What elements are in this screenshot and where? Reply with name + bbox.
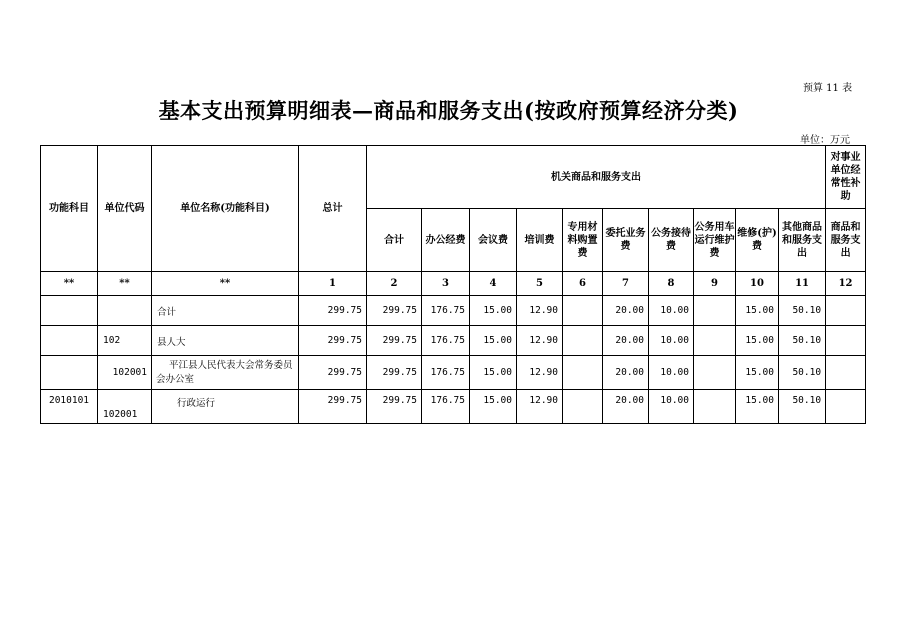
header-sum: 合计 <box>367 209 422 272</box>
training-cell: 12.90 <box>517 326 563 356</box>
meeting-cell: 15.00 <box>470 390 517 424</box>
training-cell: 12.90 <box>517 356 563 390</box>
table-row <box>41 326 866 356</box>
index-cell: 3 <box>422 272 470 296</box>
func-cell <box>41 356 98 390</box>
table-row <box>41 390 866 424</box>
header-total: 总计 <box>299 146 367 272</box>
name-cell: 平江县人民代表大会常务委员会办公室 <box>152 356 299 390</box>
subsidy-cell <box>826 326 866 356</box>
header-training: 培训费 <box>517 209 563 272</box>
office-cell: 176.75 <box>422 356 470 390</box>
page-title: 基本支出预算明细表—商品和服务支出(按政府预算经济分类) <box>158 98 739 123</box>
index-cell: 11 <box>779 272 826 296</box>
subsidy-cell <box>826 390 866 424</box>
training-cell: 12.90 <box>517 390 563 424</box>
index-cell: 12 <box>826 272 866 296</box>
name-cell: 行政运行 <box>152 390 299 424</box>
index-cell: 1 <box>299 272 367 296</box>
index-cell: 8 <box>649 272 694 296</box>
office-cell: 176.75 <box>422 326 470 356</box>
entrusted-cell: 20.00 <box>603 390 649 424</box>
total-cell: 299.75 <box>299 326 367 356</box>
name-cell: 合计 <box>152 296 299 326</box>
unit-label: 单位：万元 <box>800 135 850 146</box>
entrusted-cell: 20.00 <box>603 356 649 390</box>
reception-cell: 10.00 <box>649 326 694 356</box>
header-materials: 专用材料购置费 <box>563 209 603 272</box>
sum-cell: 299.75 <box>367 356 422 390</box>
table-row <box>41 356 866 390</box>
subsidy-cell <box>826 296 866 326</box>
reception-cell: 10.00 <box>649 296 694 326</box>
vehicle-cell <box>694 296 736 326</box>
header-entrusted: 委托业务费 <box>603 209 649 272</box>
func-cell: 2010101 <box>41 390 98 424</box>
reception-cell: 10.00 <box>649 356 694 390</box>
index-cell: 7 <box>603 272 649 296</box>
materials-cell <box>563 356 603 390</box>
entrusted-cell: 20.00 <box>603 326 649 356</box>
training-cell: 12.90 <box>517 296 563 326</box>
reception-cell: 10.00 <box>649 390 694 424</box>
index-cell: 2 <box>367 272 422 296</box>
index-cell: ** <box>98 272 152 296</box>
index-cell: 10 <box>736 272 779 296</box>
sum-cell: 299.75 <box>367 296 422 326</box>
materials-cell <box>563 326 603 356</box>
code-cell: 102001 <box>98 356 152 390</box>
header-org-goods-services: 机关商品和服务支出 <box>367 146 826 209</box>
index-cell: 5 <box>517 272 563 296</box>
repair-cell: 15.00 <box>736 390 779 424</box>
total-cell: 299.75 <box>299 296 367 326</box>
header-reception: 公务接待费 <box>649 209 694 272</box>
entrusted-cell: 20.00 <box>603 296 649 326</box>
header-subsidy-goods: 商品和服务支出 <box>826 209 866 272</box>
header-func-subject: 功能科目 <box>41 146 98 272</box>
total-cell: 299.75 <box>299 390 367 424</box>
index-cell: ** <box>152 272 299 296</box>
index-cell: 4 <box>470 272 517 296</box>
header-office: 办公经费 <box>422 209 470 272</box>
index-cell: ** <box>41 272 98 296</box>
header-repair: 维修(护)费 <box>736 209 779 272</box>
index-row <box>41 272 866 296</box>
vehicle-cell <box>694 356 736 390</box>
header-row-1 <box>41 146 866 209</box>
vehicle-cell <box>694 326 736 356</box>
meeting-cell: 15.00 <box>470 326 517 356</box>
header-vehicle: 公务用车运行维护费 <box>694 209 736 272</box>
header-meeting: 会议费 <box>470 209 517 272</box>
meeting-cell: 15.00 <box>470 356 517 390</box>
header-unit-code: 单位代码 <box>98 146 152 272</box>
code-cell: 102001 <box>98 390 152 424</box>
func-cell <box>41 296 98 326</box>
materials-cell <box>563 296 603 326</box>
other-cell: 50.10 <box>779 356 826 390</box>
repair-cell: 15.00 <box>736 296 779 326</box>
header-other: 其他商品和服务支出 <box>779 209 826 272</box>
sum-cell: 299.75 <box>367 390 422 424</box>
office-cell: 176.75 <box>422 296 470 326</box>
code-cell <box>98 296 152 326</box>
budget-table <box>40 145 866 424</box>
func-cell <box>41 326 98 356</box>
form-number: 预算 11 表 <box>803 83 853 94</box>
repair-cell: 15.00 <box>736 326 779 356</box>
header-institution-subsidy: 对事业单位经常性补助 <box>826 146 866 209</box>
header-unit-name: 单位名称(功能科目) <box>152 146 299 272</box>
office-cell: 176.75 <box>422 390 470 424</box>
sum-cell: 299.75 <box>367 326 422 356</box>
repair-cell: 15.00 <box>736 356 779 390</box>
subsidy-cell <box>826 356 866 390</box>
code-cell: 102 <box>98 326 152 356</box>
other-cell: 50.10 <box>779 296 826 326</box>
vehicle-cell <box>694 390 736 424</box>
meeting-cell: 15.00 <box>470 296 517 326</box>
table-row <box>41 296 866 326</box>
other-cell: 50.10 <box>779 326 826 356</box>
materials-cell <box>563 390 603 424</box>
index-cell: 6 <box>563 272 603 296</box>
name-cell: 县人大 <box>152 326 299 356</box>
index-cell: 9 <box>694 272 736 296</box>
total-cell: 299.75 <box>299 356 367 390</box>
other-cell: 50.10 <box>779 390 826 424</box>
